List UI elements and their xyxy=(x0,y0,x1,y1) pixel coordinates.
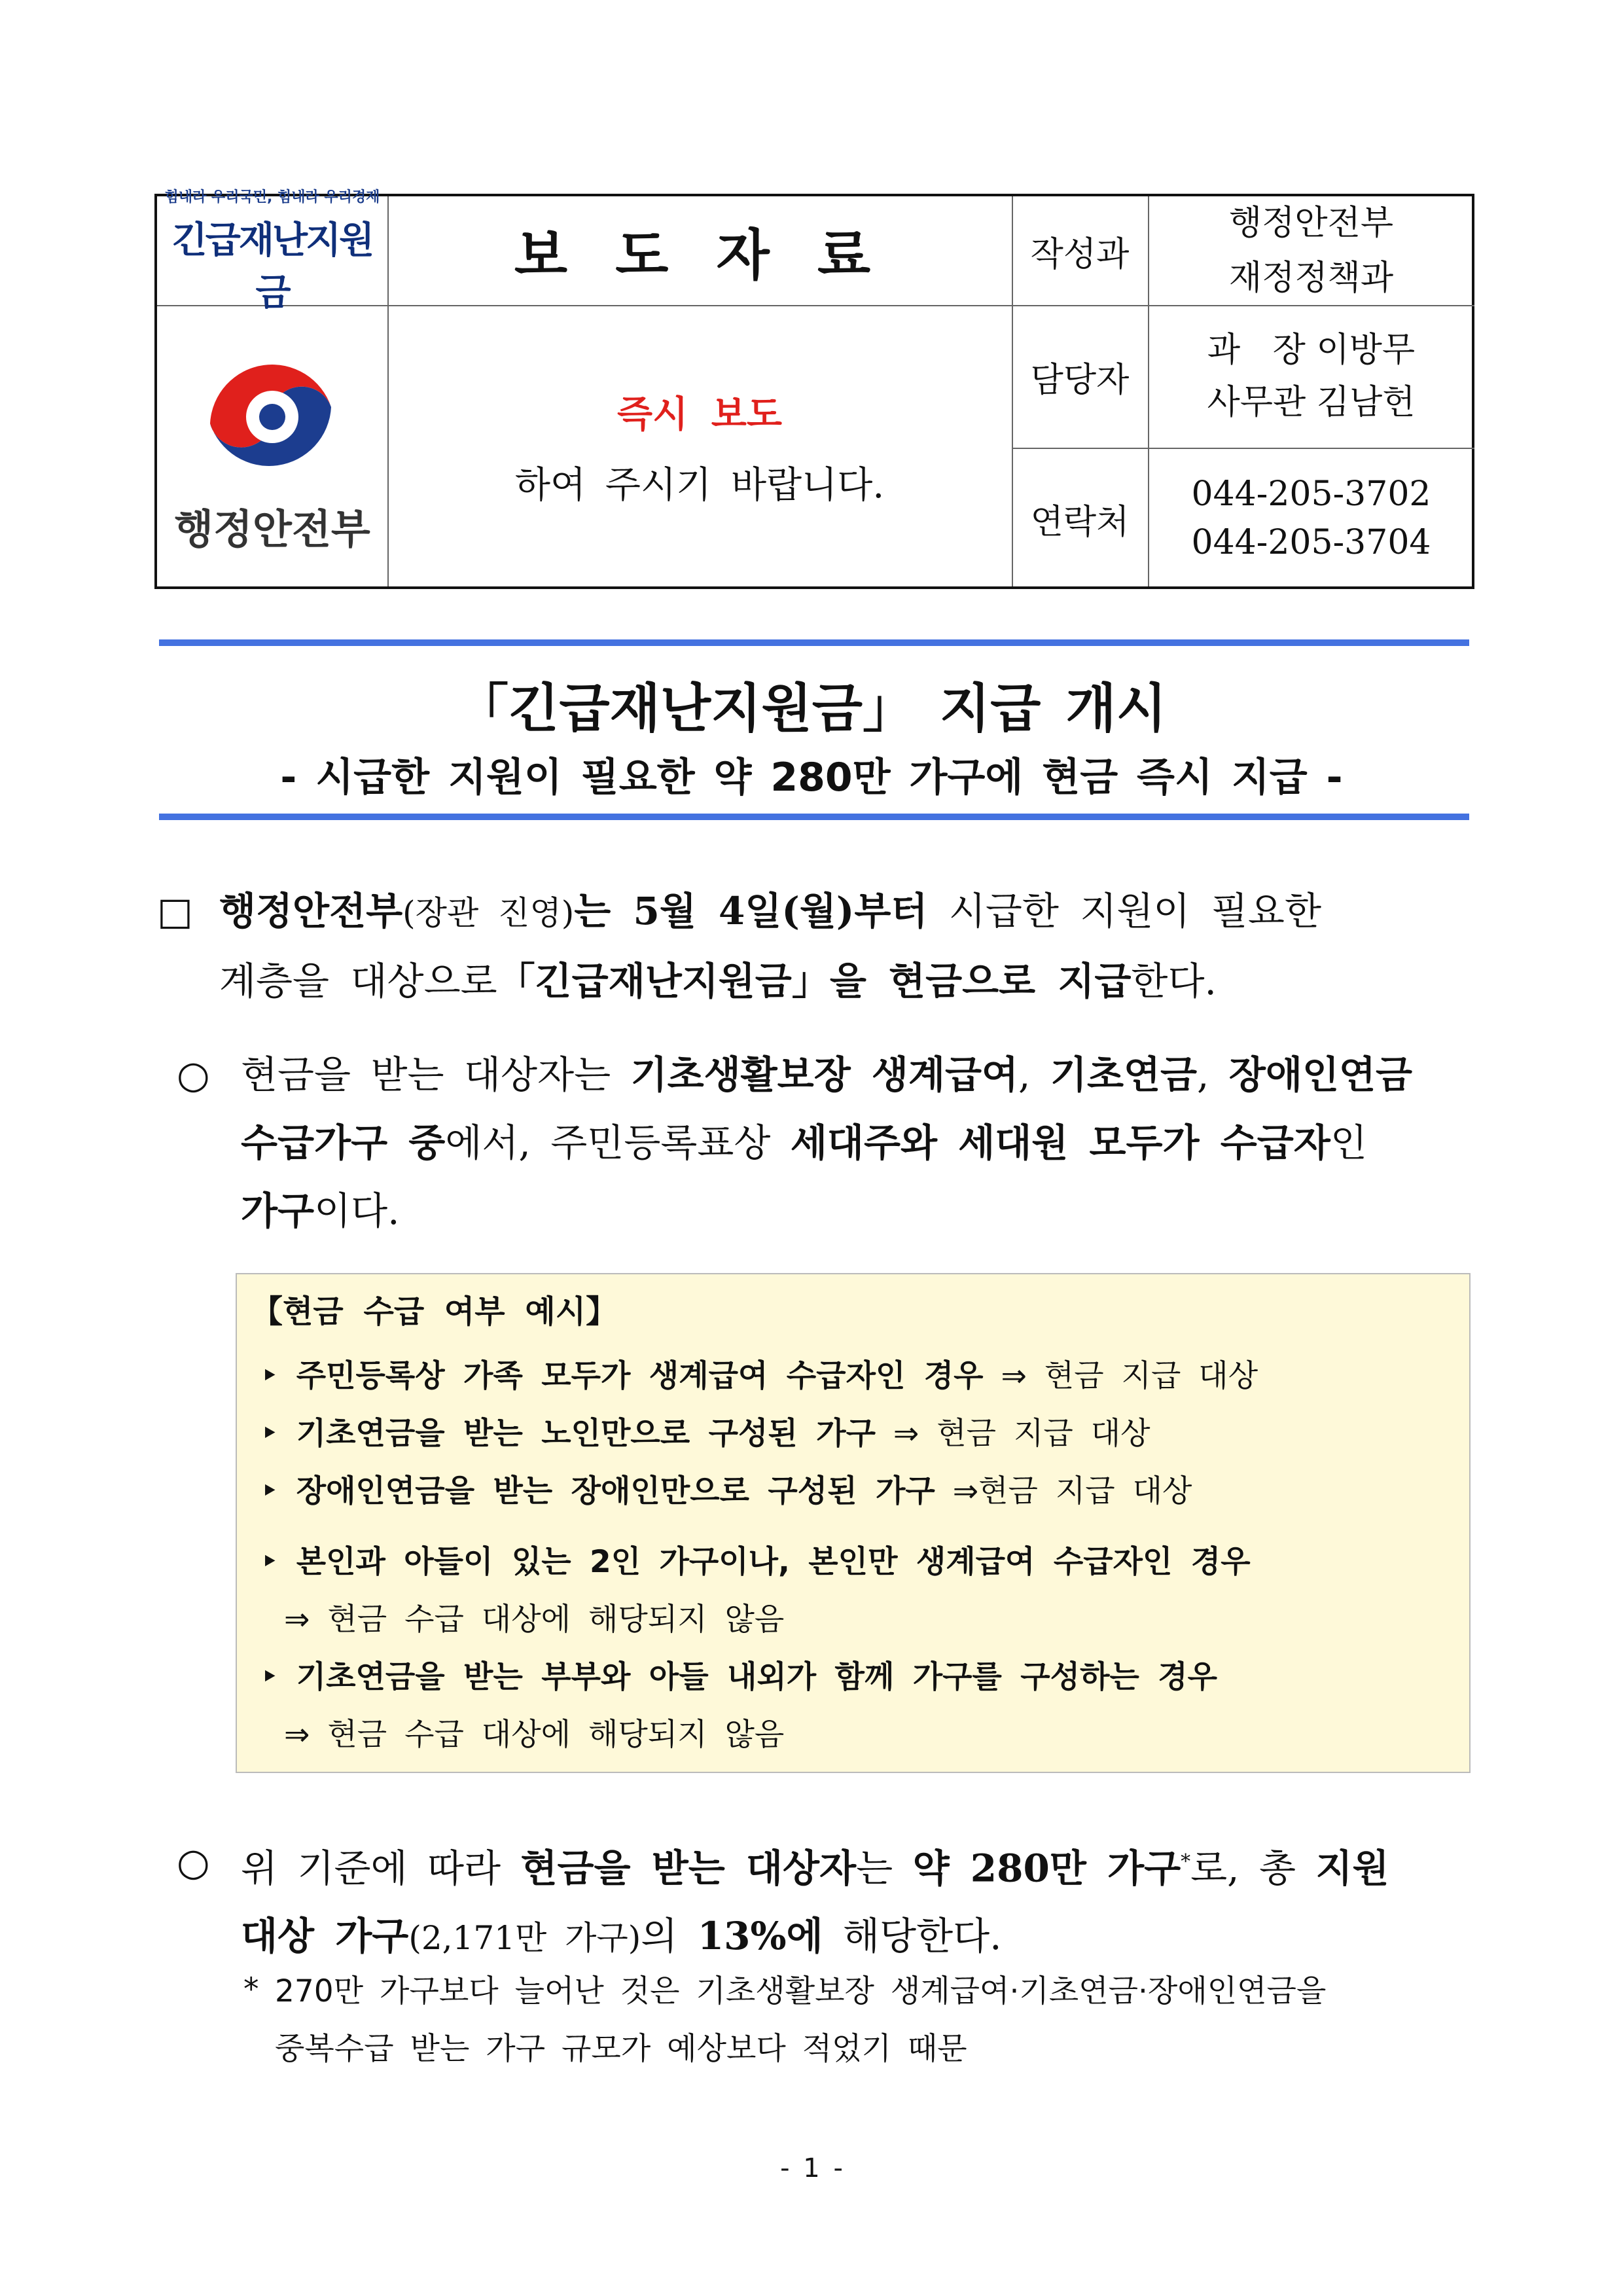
p3-footnote-mark: * xyxy=(1181,1850,1191,1873)
example-item-4 xyxy=(260,1537,1251,1581)
dept-label: 작성과 xyxy=(1030,234,1130,274)
circle-bullet-2: ○ xyxy=(177,1840,210,1884)
example-item-1-result: ⇒ 현금 지급 대상 xyxy=(983,1358,1258,1394)
example-bullet-1: ‣ xyxy=(260,1358,279,1394)
title-rule-bottom xyxy=(159,814,1469,820)
p2-text1: 현금을 받는 대상자는 xyxy=(241,1052,631,1097)
p3-recipients: 현금을 받는 대상자 xyxy=(520,1846,857,1891)
example-item-3 xyxy=(260,1467,1192,1511)
title-rule-top xyxy=(159,639,1469,646)
example-item-5-result: ⇒ 현금 수급 대상에 해당되지 않음 xyxy=(284,1717,785,1753)
page-number: - 1 - xyxy=(780,2153,843,2183)
p1-ministry: 행정안전부 xyxy=(219,889,403,933)
p3-support: 지원 xyxy=(1315,1846,1389,1891)
p3-text4: 의 xyxy=(641,1914,698,1959)
dept-value-line1: 행정안전부 xyxy=(1228,204,1394,243)
ministry-name: 행정안전부 xyxy=(174,505,370,553)
paragraph-2 xyxy=(241,1041,1474,1245)
example-heading: 【현금 수급 여부 예시】 xyxy=(251,1293,618,1330)
example-item-3-result: ⇒현금 지급 대상 xyxy=(935,1473,1192,1509)
release-immediate: 즉시 보도 xyxy=(617,393,782,436)
square-bullet: □ xyxy=(157,889,193,933)
example-item-2-result: ⇒ 현금 지급 대상 xyxy=(875,1416,1150,1452)
contact-person-line1: 과 장 이방무 xyxy=(1207,331,1416,370)
example-item-2-bold: 기초연금을 받는 노인만으로 구성된 가구 xyxy=(296,1416,876,1452)
p2-all-members: 세대주와 세대원 모두가 수급자 xyxy=(790,1121,1330,1165)
p1-payment: 「긴급재난지원금」을 현금으로 지급 xyxy=(497,959,1132,1003)
ministry-emblem-area xyxy=(157,305,387,589)
p3-total: (2,171만 가구) xyxy=(408,1919,641,1958)
example-bullet-5: ‣ xyxy=(260,1659,279,1695)
p3-percent: 13%에 xyxy=(697,1914,823,1959)
p2-text4: 에서, 주민등록표상 xyxy=(445,1121,791,1165)
example-item-5 xyxy=(260,1653,1217,1696)
example-bullet-2: ‣ xyxy=(260,1416,279,1452)
p3-text3: 로, 총 xyxy=(1190,1846,1316,1891)
press-title: 「긴급재난지원금」 지급 개시 xyxy=(456,678,1167,739)
slogan-text: 힘내라 우리국민, 힘내라 우리경제 xyxy=(164,188,380,206)
contact-person-line2: 사무관 김남헌 xyxy=(1207,383,1416,422)
contact-person-label: 담당자 xyxy=(1030,360,1130,400)
p2-households: 수급가구 중 xyxy=(241,1121,446,1165)
p3-target: 대상 가구 xyxy=(241,1914,409,1959)
p3-text2: 는 xyxy=(856,1846,913,1891)
footnote-mark: * xyxy=(243,1971,259,2007)
p2-text5: 인 xyxy=(1330,1121,1367,1165)
p1-date: 는 5월 4일(월)부터 xyxy=(574,889,928,933)
paragraph-3 xyxy=(241,1828,1474,1972)
example-bullet-4: ‣ xyxy=(260,1544,279,1580)
example-box xyxy=(236,1273,1471,1773)
example-item-5-bold: 기초연금을 받는 부부와 아들 내외가 함께 가구를 구성하는 경우 xyxy=(296,1659,1218,1695)
paragraph-1 xyxy=(219,877,1472,1015)
press-header-table xyxy=(154,188,1474,589)
dept-value-line2: 재정정책과 xyxy=(1228,259,1394,298)
p2-disability-pension: 장애인연금 xyxy=(1228,1052,1413,1097)
example-item-4-bold: 본인과 아들이 있는 2인 가구이나, 본인만 생계급여 수급자인 경우 xyxy=(296,1544,1251,1580)
p1-text1: 시급한 지원이 필요한 xyxy=(927,889,1321,933)
p1-text3: 한다. xyxy=(1131,959,1217,1003)
circle-bullet-1: ○ xyxy=(177,1052,210,1097)
phone-label: 연락처 xyxy=(1030,502,1130,542)
p3-text5: 해당한다. xyxy=(823,1914,1002,1959)
p3-count: 약 280만 가구 xyxy=(912,1846,1181,1891)
p1-minister: (장관 진영) xyxy=(402,894,575,932)
p2-comma2: , xyxy=(1197,1052,1229,1097)
phone-line1: 044-205-3702 xyxy=(1191,475,1431,514)
phone-line2: 044-205-3704 xyxy=(1191,523,1431,562)
footnote-line1: 270만 가구보다 늘어난 것은 기초생활보장 생계급여·기초연금·장애인연금을 xyxy=(275,1973,1327,2009)
example-item-1 xyxy=(260,1352,1258,1395)
slogan-logo xyxy=(157,188,387,314)
p3-text1: 위 기준에 따라 xyxy=(241,1846,521,1891)
example-item-3-bold: 장애인연금을 받는 장애인만으로 구성된 가구 xyxy=(296,1473,935,1509)
p2-basic-pension: 기초연금 xyxy=(1050,1052,1198,1097)
example-item-2 xyxy=(260,1409,1150,1453)
p2-text6: 이다. xyxy=(314,1189,400,1233)
footnote-line2: 중복수급 받는 가구 규모가 예상보다 적었기 때문 xyxy=(275,2031,967,2067)
press-subtitle: - 시급한 지원이 필요한 약 280만 가구에 현금 즉시 지급 - xyxy=(280,755,1343,800)
taegeuk-emblem-icon xyxy=(197,345,348,489)
example-bullet-3: ‣ xyxy=(260,1473,279,1509)
p1-text2: 계층을 대상으로 xyxy=(219,959,497,1003)
example-item-1-bold: 주민등록상 가족 모두가 생계급여 수급자인 경우 xyxy=(296,1358,984,1394)
slogan-title: 긴급재난지원금 xyxy=(171,219,373,314)
example-item-4-result: ⇒ 현금 수급 대상에 해당되지 않음 xyxy=(284,1602,785,1638)
document-type-title: 보 도 자 료 xyxy=(514,222,885,287)
p2-comma1: , xyxy=(1018,1052,1050,1097)
p2-livelihood: 기초생활보장 생계급여 xyxy=(630,1052,1019,1097)
release-request: 하여 주시기 바랍니다. xyxy=(514,464,885,507)
p2-household: 가구 xyxy=(241,1189,315,1233)
